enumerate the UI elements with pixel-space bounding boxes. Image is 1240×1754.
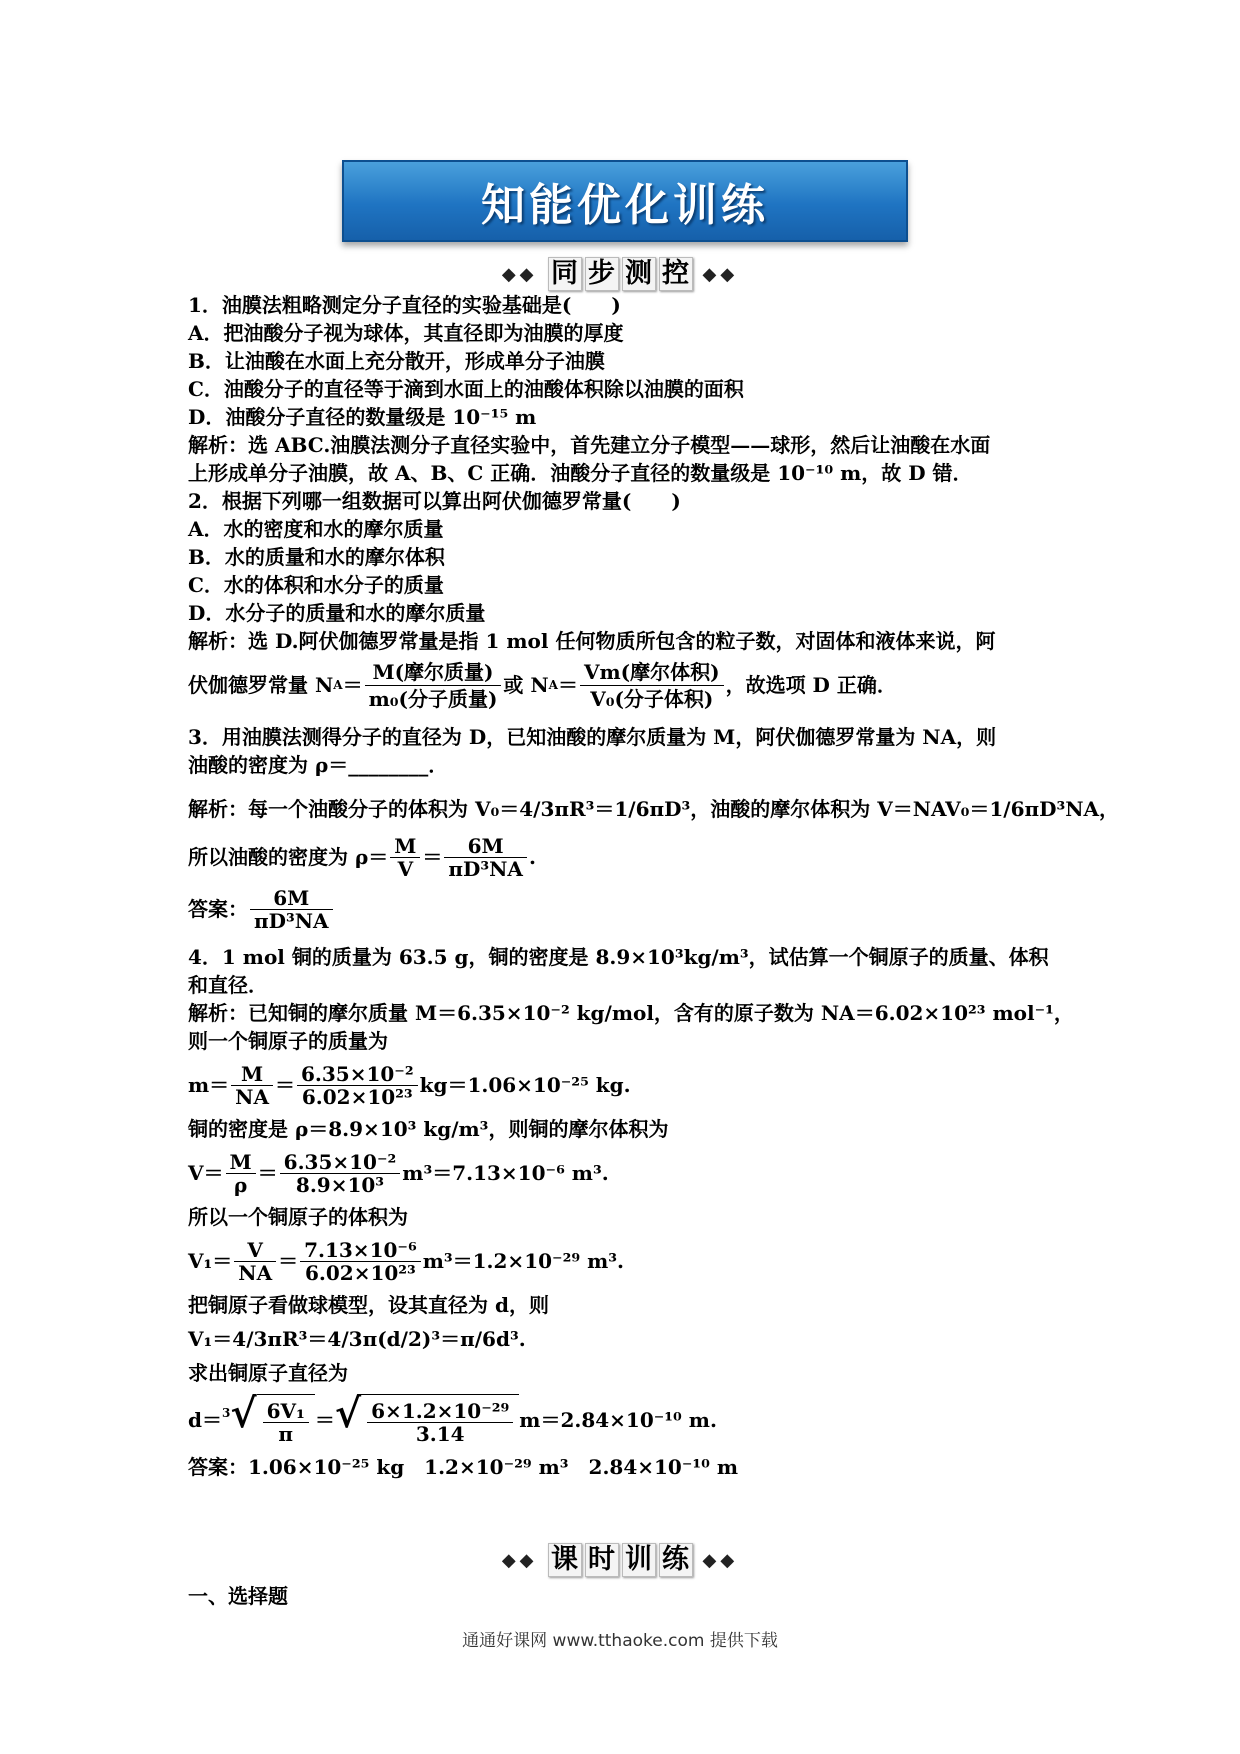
section-char: 练 [659,1543,693,1577]
footer-text: 通通好课网 www.tthaoke.com 提供下载 [462,1631,778,1651]
option-c: C．水的体积和水分子的质量 [188,573,444,597]
section-char: 时 [585,1543,619,1577]
section-title-boxes [548,257,693,291]
solution-line: 则一个铜原子的质量为 [188,1029,388,1053]
formula-atom-volume: V₁＝ V NA ＝ 7.13×10⁻⁶ 6.02×10²³ m³＝1.2×10⁻²⁹ m³. [188,1237,624,1285]
option-d: D．油酸分子直径的数量级是 10⁻¹⁵ m [188,405,537,429]
answer-4: 答案：1.06×10⁻²⁵ kg 1.2×10⁻²⁹ m³ 2.84×10⁻¹⁰ m [188,1455,739,1479]
section-char: 测 [622,257,656,291]
title-banner [342,160,908,242]
solution-line: 解析：选 ABC.油膜法测分子直径实验中，首先建立分子模型——球形，然后让油酸在水面 [188,433,991,457]
solution-line: 铜的密度是 ρ＝8.9×10³ kg/m³，则铜的摩尔体积为 [188,1117,669,1141]
diamond-left-icon: ◆◆ [501,263,538,285]
fraction: $\frac{\text{6×1.2×10⁻²⁹}}{3.14}$ [367,1400,513,1445]
option-a: A．把油酸分子视为球体，其直径即为油膜的厚度 [188,321,624,345]
document-body [188,291,1120,1481]
solution-line: 解析：每一个油酸分子的体积为 V₀＝4/3πR³＝1/6πD³，油酸的摩尔体积为 V＝NAV₀＝1/6πD³NA， [188,797,1120,821]
fraction: M(摩尔质量) m₀(分子质量) [365,659,502,712]
section-char: 控 [659,257,693,291]
formula-molar-volume: V＝ M ρ ＝ 6.35×10⁻² 8.9×10³ m³＝7.13×10⁻⁶ m³. [188,1149,609,1197]
cube-root: √ $\frac{\text{6V₁}}{\pi}$ [230,1394,315,1447]
solution-line: V₁＝4/3πR³＝4/3π(d/2)³＝π/6d³. [188,1327,526,1351]
fraction: 6.35×10⁻² 6.02×10²³ [297,1063,418,1108]
section-char: 训 [622,1543,656,1577]
solution-line: 所以一个铜原子的体积为 [188,1205,408,1229]
option-d: D．水分子的质量和水的摩尔质量 [188,601,486,625]
question-3: 油酸的密度为 ρ＝________． [188,753,449,777]
root: √ $\frac{\text{6×1.2×10⁻²⁹}}{3.14}$ [335,1394,519,1447]
question-1: 1．油膜法粗略测定分子直径的实验基础是( ) [188,293,621,317]
solution-line: 解析：选 D.阿伏伽德罗常量是指 1 mol 任何物质所包含的粒子数，对固体和液体来说，阿 [188,629,996,653]
fraction: 7.13×10⁻⁶ 6.02×10²³ [300,1239,421,1284]
formula-density: 所以油酸的密度为 ρ＝ M V ＝ 6M πD³NA . [188,833,536,881]
formula-diameter: d＝ $^3$ √ $\frac{\text{6V₁}}{\pi}$ ＝ √ $\frac{\text{6×1.2×10⁻²⁹}}{3.14}$ m＝2.84×10⁻¹⁰ m. [188,1389,717,1446]
section-char: 步 [585,257,619,291]
solution-line: 求出铜原子直径为 [188,1361,348,1385]
section-header-sync-test [0,254,1240,294]
section-header-lesson-training [0,1540,1240,1580]
section-char: 课 [548,1543,582,1577]
solution-line: 把铜原子看做球模型，设其直径为 d，则 [188,1293,549,1317]
formula-avogadro: 伏伽德罗常量 N A ＝ M(摩尔质量) m₀(分子质量) 或 N A ＝ Vm(摩尔体积) V₀(分子体积) ，故选项 D 正确． [188,659,897,711]
fraction: M NA [231,1063,273,1108]
fraction: Vm(摩尔体积) V₀(分子体积) [580,659,724,712]
option-a: A．水的密度和水的摩尔质量 [188,517,444,541]
answer-3: 答案： 6M πD³NA [188,883,1060,935]
question-4: 和直径． [188,973,268,997]
fraction: M ρ [226,1151,256,1196]
solution-line: 上形成单分子油膜，故 A、B、C 正确．油酸分子直径的数量级是 10⁻¹⁰ m，故 D 错． [188,461,973,485]
fraction: 6M πD³NA [250,887,333,932]
fraction: M V [390,835,420,880]
option-c: C．油酸分子的直径等于滴到水面上的油酸体积除以油膜的面积 [188,377,744,401]
fraction: V NA [234,1239,276,1284]
section-char: 同 [548,257,582,291]
fraction: $\frac{\text{6V₁}}{\pi}$ [263,1400,309,1445]
option-b: B．让油酸在水面上充分散开，形成单分子油膜 [188,349,605,373]
option-b: B．水的质量和水的摩尔体积 [188,545,445,569]
fraction: 6.35×10⁻² 8.9×10³ [280,1151,401,1196]
diamond-right-icon: ◆◆ [702,1549,739,1571]
section-title-boxes [548,1543,693,1577]
question-3: 3．用油膜法测得分子的直径为 D，已知油酸的摩尔质量为 M，阿伏伽德罗常量为 NA，则 [188,725,997,749]
solution-line: 解析：已知铜的摩尔质量 M＝6.35×10⁻² kg/mol，含有的原子数为 NA＝6.02×10²³ mol⁻¹， [188,1001,1074,1025]
diamond-left-icon: ◆◆ [501,1549,538,1571]
part-heading: 一、选择题 [188,1584,288,1608]
question-2: 2．根据下列哪一组数据可以算出阿伏伽德罗常量( ) [188,489,681,513]
question-4: 4．1 mol 铜的质量为 63.5 g，铜的密度是 8.9×10³kg/m³，试估算一个铜原子的质量、体积 [188,945,1049,969]
banner-title: 知能优化训练 [481,180,769,231]
formula-mass: m＝ M NA ＝ 6.35×10⁻² 6.02×10²³ kg＝1.06×10⁻²⁵ kg. [188,1061,631,1109]
fraction: 6M πD³NA [444,835,527,880]
diamond-right-icon: ◆◆ [702,263,739,285]
